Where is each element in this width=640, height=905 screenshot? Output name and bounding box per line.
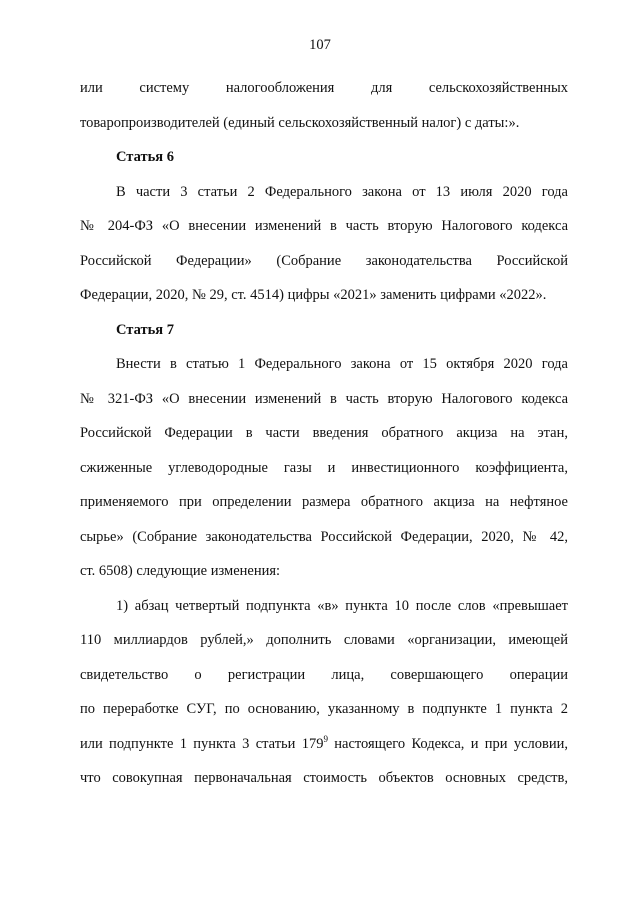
text-line: сжиженные углеводородные газы и инвестиционного коэффициента, (80, 459, 568, 476)
text-line: сырье» (Собрание законодательства Российской Федерации, 2020, № 42, (80, 528, 568, 545)
text-line: Российской Федерации в части введения обратного акциза на этан, (80, 425, 568, 441)
text-line: товаропроизводителей (единый сельскохозяйственный налог) с даты:». (80, 114, 520, 131)
text-line: Российской Федерации» (Собрание законодательства Российской (80, 252, 568, 269)
text-line: ст. 6508) следующие изменения: (80, 563, 281, 579)
text-line-with-superscript (80, 727, 568, 762)
text-line: 1) абзац четвертый подпункта «в» пункта 10 после слов «превышает (116, 597, 568, 614)
text-fragment: или подпункте 1 пункта 3 статьи 179 (80, 735, 324, 752)
article-heading: Статья 7 (116, 321, 174, 338)
superscript: 9 (323, 733, 328, 744)
text-line: № 204-ФЗ «О внесении изменений в часть вторую Налогового кодекса (80, 218, 568, 234)
text-line: или систему налогообложения для сельскохозяйственных (80, 80, 568, 96)
text-line: свидетельство о регистрации лица, совершающего операции (80, 666, 568, 683)
text-line: № 321-ФЗ «О внесении изменений в часть вторую Налогового кодекса (80, 390, 568, 407)
text-line: 110 миллиардов рублей,» дополнить словами «организации, имеющей (80, 632, 568, 648)
text-line: применяемого при определении размера обратного акциза на нефтяное (80, 494, 568, 510)
text-line: Федерации, 2020, № 29, ст. 4514) цифры «2021» заменить цифрами «2022». (80, 287, 547, 303)
text-fragment: настоящего Кодекса, и при условии, (327, 735, 568, 752)
text-line: по переработке СУГ, по основанию, указанному в подпункте 1 пункта 2 (80, 701, 568, 717)
page-number: 107 (309, 37, 331, 53)
text-line: Внести в статью 1 Федерального закона от 15 октября 2020 года (116, 356, 568, 372)
text-line: что совокупная первоначальная стоимость объектов основных средств, (80, 770, 568, 786)
document-body (80, 71, 568, 796)
article-heading: Статья 6 (116, 149, 174, 165)
text-line: В части 3 статьи 2 Федерального закона от 13 июля 2020 года (116, 183, 568, 200)
